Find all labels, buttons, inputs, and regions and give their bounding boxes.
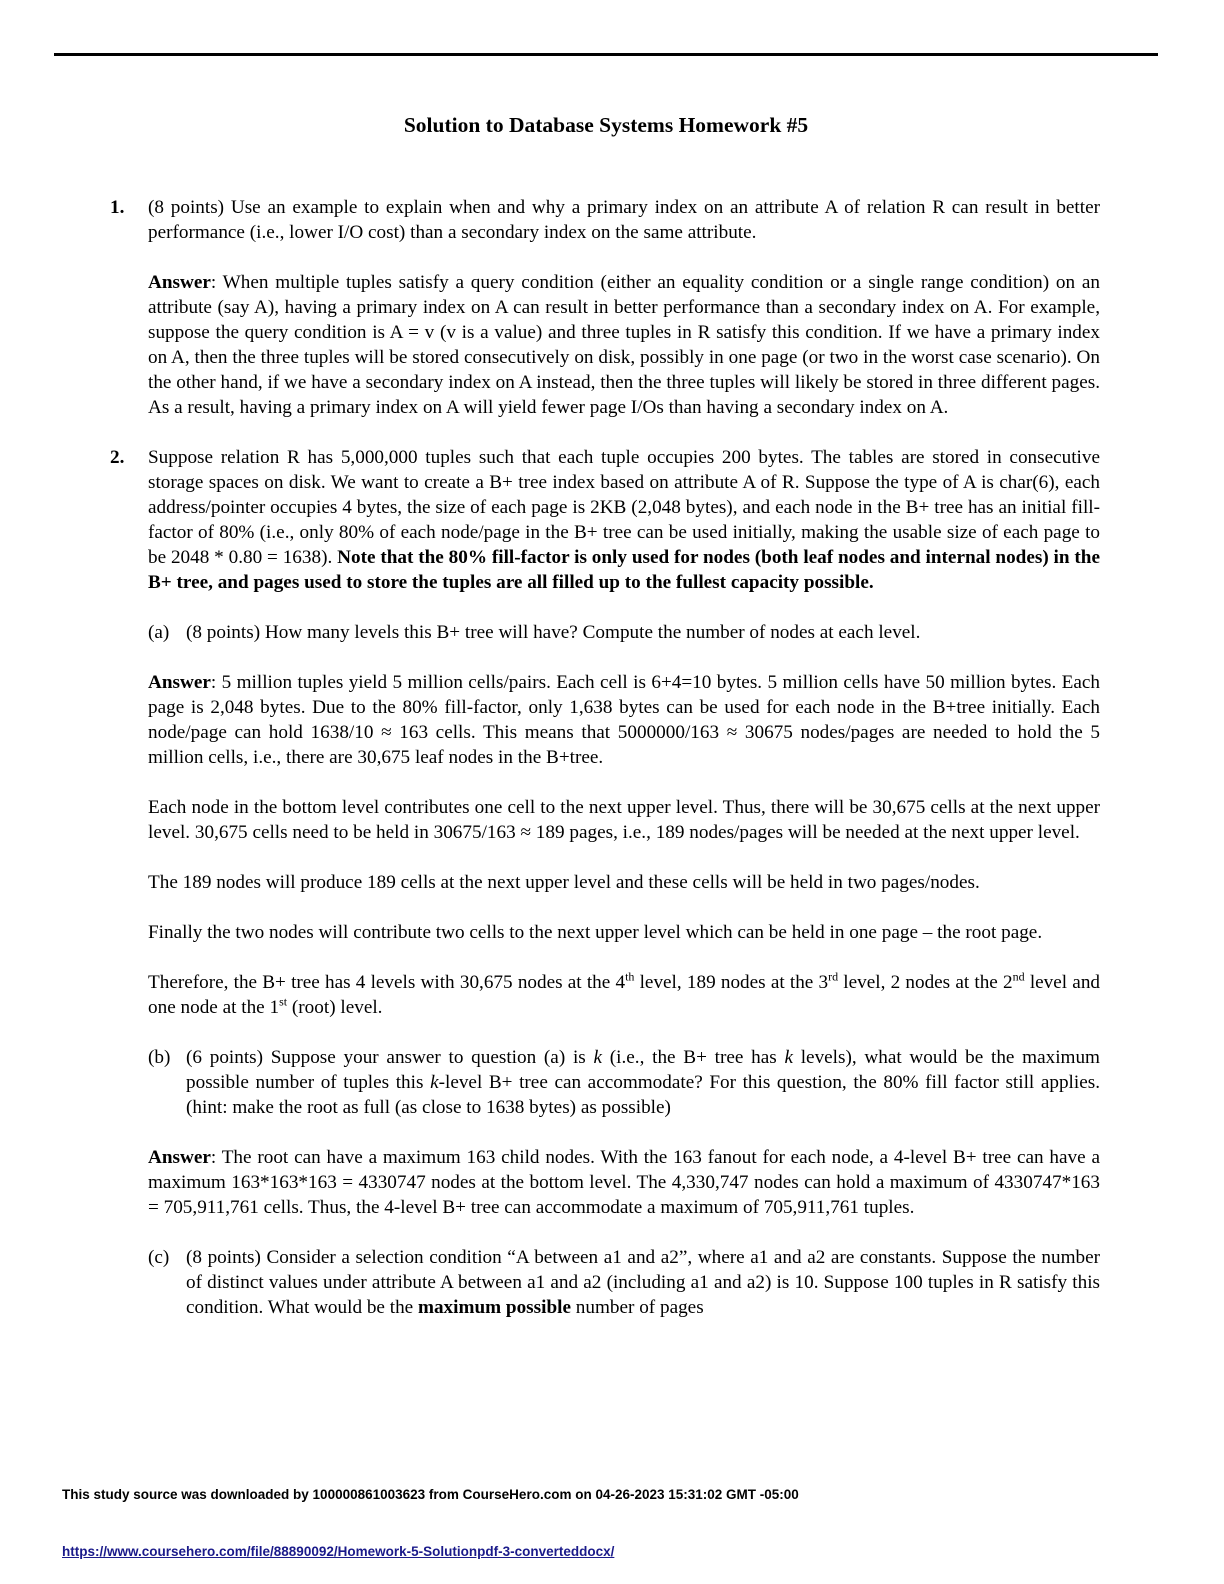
question-2a-text: (8 points) How many levels this B+ tree will have? Compute the number of nodes at each level. [186, 622, 921, 643]
text-span: (root) level. [287, 997, 383, 1018]
superscript: th [625, 969, 635, 984]
answer-label: Answer [148, 272, 211, 293]
question-1 [110, 195, 1100, 420]
top-rule [54, 53, 1158, 56]
superscript: nd [1012, 969, 1025, 984]
text-span: levels), what would be the maximum possible number of tuples this [186, 1047, 1100, 1093]
text-span: (6 points) Suppose your answer to question (a) is [186, 1047, 594, 1068]
text-span: -level B+ tree can accommodate? For this question, the 80% fill factor still applies. (hint: make the root as full (as close to 1638 bytes) as possible) [186, 1072, 1100, 1118]
answer-text: : When multiple tuples satisfy a query condition (either an equality condition or a single range condition) on an attribute (say A), having a primary index on A can result in better performance than a secondary index on A. For example, suppose the query condition is A = v (v is a value) and three tuples in R satisfy this condition. If we have a primary index on A, then the three tuples will be stored consecutively on disk, possibly in one page (or two in the worst case scenario). On the other hand, if we have a secondary index on A instead, then the three tuples will likely be stored in three different pages. As a result, having a primary index on A will yield fewer page I/Os than having a secondary index on A. [148, 272, 1100, 418]
italic-k: k [784, 1047, 793, 1068]
question-2a-answer-p5 [148, 970, 1100, 1020]
question-2-number: 2. [110, 447, 125, 468]
question-2a [148, 620, 1100, 645]
text-span: (i.e., the B+ tree has [602, 1047, 785, 1068]
document-title: Solution to Database Systems Homework #5 [403, 113, 809, 137]
question-1-text: (8 points) Use an example to explain when and why a primary index on an attribute A of relation R can result in better performance (i.e., lower I/O cost) than a secondary index on the same attribute. [148, 197, 1100, 243]
italic-k: k [593, 1047, 603, 1068]
question-2 [110, 445, 1100, 1320]
answer-text: : 5 million tuples yield 5 million cells/pairs. Each cell is 6+4=10 bytes. 5 million cells have 50 million bytes. Each page is 2,048 bytes. Due to the 80% fill-factor, only 1,638 bytes can be used for each node in the B+tree initially. Each node/page can hold 1638/10 ≈ 163 cells. This means that 5000000/163 ≈ 30675 nodes/pages are needed to hold the 5 million cells, i.e., there are 30,675 leaf nodes in the B+tree. [148, 672, 1100, 768]
superscript: st [279, 994, 288, 1009]
text-span: level, 2 nodes at the 2 [838, 972, 1013, 993]
question-2c [148, 1245, 1100, 1320]
question-2-intro [148, 445, 1100, 595]
question-2c-text [186, 1245, 1100, 1320]
question-2a-label: (a) [148, 622, 170, 643]
question-2b-answer [148, 1145, 1100, 1220]
question-2a-answer-p2: Each node in the bottom level contributes one cell to the next upper level. Thus, there will be 30,675 cells at the next upper level. 30,675 cells need to be held in 30675/163 ≈ 189 pages, i.e., 189 nodes/pages will be needed at the next upper level. [148, 797, 1100, 843]
text-span: level and one node at the 1 [148, 972, 1101, 1018]
bold-span: maximum possible [417, 1297, 571, 1318]
intro-text: Suppose relation R has 5,000,000 tuples such that each tuple occupies 200 bytes. The tables are stored in consecutive storage spaces on disk. We want to create a B+ tree index based on attribute A of R. Suppose the type of A is char(6), each address/pointer occupies 4 bytes, the size of each page is 2KB (2,048 bytes), and each node in the B+ tree has an initial fill-factor of 80% (i.e., only 80% of each node/page in the B+ tree can be used initially, making the usable size of each page to be 2048 * 0.80 = 1638). [148, 447, 1100, 568]
answer-text: : The root can have a maximum 163 child nodes. With the 163 fanout for each node, a 4-level B+ tree can have a maximum 163*163*163 = 4330747 nodes at the bottom level. The 4,330,747 nodes can hold a maximum of 4330747*163 = 705,911,761 cells. Thus, the 4-level B+ tree can accommodate a maximum of 705,911,761 tuples. [148, 1147, 1100, 1218]
text-span: number of pages [570, 1297, 704, 1318]
question-1-number: 1. [110, 197, 125, 218]
answer-label: Answer [148, 672, 211, 693]
document-body [110, 195, 1100, 1320]
intro-note: Note that the 80% fill-factor is only used for nodes (both leaf nodes and internal nodes) in the B+ tree, and pages used to store the tuples are all filled up to the fullest capacity possible. [148, 547, 1100, 593]
italic-k: k [430, 1072, 439, 1093]
text-span: (8 points) Consider a selection condition “A between a1 and a2”, where a1 and a2 are constants. Suppose the number of distinct values under attribute A between a1 and a2 (including a1 and a2) is 10. Suppose 100 tuples in R satisfy this condition. What would be the [186, 1247, 1100, 1318]
text-span: level, 189 nodes at the 3 [634, 972, 829, 993]
text-span: Therefore, the B+ tree has 4 levels with 30,675 nodes at the 4 [148, 972, 626, 993]
superscript: rd [828, 969, 839, 984]
question-2a-answer-p3: The 189 nodes will produce 189 cells at the next upper level and these cells will be held in two pages/nodes. [148, 872, 980, 893]
answer-label: Answer [148, 1147, 211, 1168]
source-url-link[interactable]: https://www.coursehero.com/file/88890092/Homework-5-Solutionpdf-3-converteddocx/ [62, 1544, 615, 1559]
question-2b [148, 1045, 1100, 1120]
question-1-answer [148, 270, 1100, 420]
question-2b-label: (b) [148, 1047, 171, 1068]
question-2a-answer-p1 [148, 670, 1100, 770]
question-2b-text [186, 1045, 1100, 1120]
question-2a-answer-p4: Finally the two nodes will contribute two cells to the next upper level which can be held in one page – the root page. [148, 922, 1043, 943]
question-2c-label: (c) [148, 1247, 170, 1268]
source-footer: This study source was downloaded by 100000861003623 from CourseHero.com on 04-26-2023 15:31:02 GMT -05:00 [62, 1487, 799, 1502]
